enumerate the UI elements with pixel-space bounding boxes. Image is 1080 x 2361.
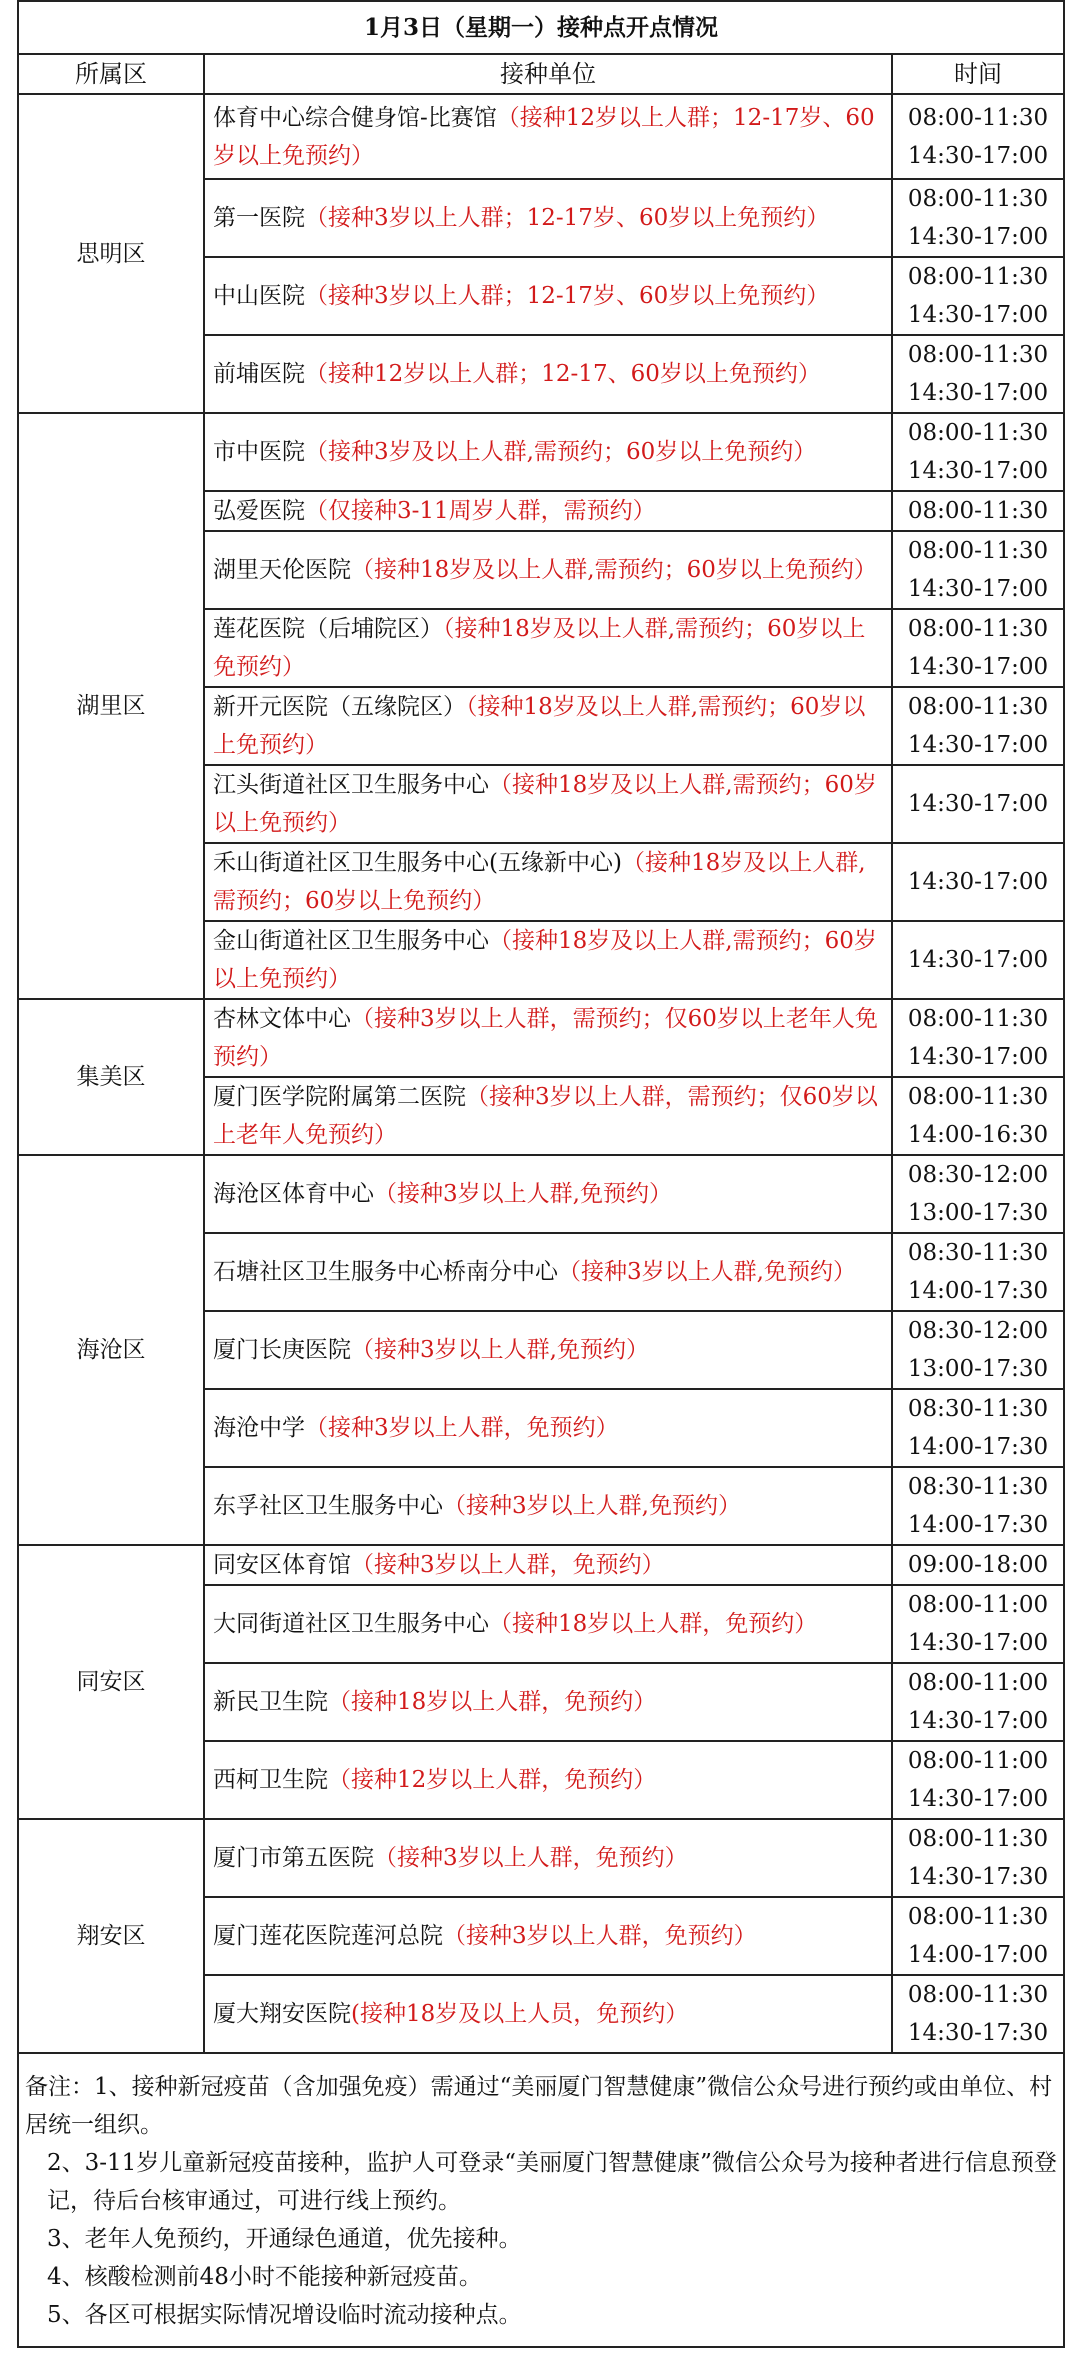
unit-note: （接种3岁以上人群，免预约）	[305, 1415, 619, 1441]
unit-name: 东孚社区卫生服务中心	[213, 1493, 443, 1519]
time-slot: 08:00-11:30	[907, 264, 1049, 290]
unit-cell	[204, 1663, 892, 1741]
time-slot: 14:30-17:00	[907, 380, 1049, 406]
time-slot: 14:30-17:00	[907, 1708, 1049, 1734]
unit-cell	[204, 1155, 892, 1233]
time-slot: 14:30-17:30	[907, 1864, 1049, 1890]
time-slot: 08:00-11:30	[907, 616, 1049, 642]
time-slot: 14:30-17:00	[907, 869, 1049, 895]
time-slot: 08:30-11:30	[907, 1474, 1049, 1500]
time-slot: 08:00-11:30	[907, 342, 1049, 368]
time-slot: 09:00-18:00	[907, 1552, 1049, 1578]
unit-cell	[204, 687, 892, 765]
time-slot: 08:00-11:30	[907, 538, 1049, 564]
unit-name: 大同街道社区卫生服务中心	[213, 1611, 489, 1637]
time-cell	[892, 1975, 1064, 2053]
unit-name: 新开元医院（五缘院区）	[213, 694, 466, 720]
note-5: 5、各区可根据实际情况增设临时流动接种点。	[47, 2302, 522, 2328]
unit-name: 新民卫生院	[213, 1689, 328, 1715]
time-cell	[892, 921, 1064, 999]
time-cell	[892, 687, 1064, 765]
time-cell	[892, 491, 1064, 531]
time-cell	[892, 1155, 1064, 1233]
time-slot: 08:00-11:30	[907, 1826, 1049, 1852]
header-district: 所属区	[18, 54, 204, 94]
notes-section	[18, 2053, 1064, 2347]
time-slot: 08:00-11:00	[907, 1748, 1049, 1774]
table-row	[18, 94, 1064, 179]
unit-name: 弘爱医院	[213, 498, 305, 524]
unit-name: 湖里天伦医院	[213, 557, 351, 583]
time-slot: 14:30-17:00	[907, 224, 1049, 250]
unit-cell	[204, 1389, 892, 1467]
time-slot: 08:00-11:30	[907, 104, 1049, 131]
unit-note: （接种3岁及以上人群,需预约；60岁以上免预约）	[305, 439, 817, 465]
district-cell: 海沧区	[18, 1155, 204, 1545]
time-slot: 14:30-17:00	[907, 947, 1049, 973]
unit-note: （接种18岁以上人群，免预约）	[489, 1611, 818, 1637]
note-4: 4、核酸检测前48小时不能接种新冠疫苗。	[47, 2264, 482, 2290]
unit-name: 江头街道社区卫生服务中心	[213, 772, 489, 798]
time-cell	[892, 1741, 1064, 1819]
unit-name: 厦门莲花医院莲河总院	[213, 1923, 443, 1949]
unit-cell	[204, 1975, 892, 2053]
time-slot: 14:30-17:00	[907, 1044, 1049, 1070]
time-slot: 08:00-11:30	[907, 1084, 1049, 1110]
unit-note: （接种18岁及以上人群,需预约；60岁以上免预约）	[213, 850, 866, 914]
district-cell: 思明区	[18, 94, 204, 413]
time-cell	[892, 531, 1064, 609]
time-cell	[892, 179, 1064, 257]
unit-name: 市中医院	[213, 439, 305, 465]
time-cell	[892, 1897, 1064, 1975]
unit-cell	[204, 1545, 892, 1585]
unit-cell	[204, 335, 892, 413]
time-cell	[892, 1389, 1064, 1467]
unit-cell	[204, 491, 892, 531]
time-cell	[892, 843, 1064, 921]
header-time: 时间	[892, 54, 1064, 94]
time-slot: 14:30-17:00	[907, 458, 1049, 484]
unit-note: （接种3岁以上人群,免预约）	[351, 1337, 649, 1363]
time-slot: 14:30-17:00	[907, 732, 1049, 758]
time-slot: 14:00-17:30	[907, 1512, 1049, 1538]
time-slot: 08:00-11:30	[907, 1904, 1049, 1930]
unit-note: （接种18岁及以上人群,需预约；60岁以上免预约）	[213, 694, 866, 758]
unit-name: 石塘社区卫生服务中心桥南分中心	[213, 1259, 558, 1285]
unit-cell	[204, 179, 892, 257]
time-slot: 14:30-17:00	[907, 1630, 1049, 1656]
district-cell: 湖里区	[18, 413, 204, 999]
time-cell	[892, 1545, 1064, 1585]
unit-cell	[204, 413, 892, 491]
time-cell	[892, 94, 1064, 179]
unit-cell	[204, 1077, 892, 1155]
unit-name: 莲花医院（后埔院区）	[213, 616, 443, 642]
unit-name: 海沧中学	[213, 1415, 305, 1441]
time-slot: 08:00-11:30	[907, 694, 1049, 720]
unit-note: （接种3岁以上人群，免预约）	[443, 1923, 757, 1949]
unit-cell	[204, 1311, 892, 1389]
unit-note: （接种18岁及以上人群,需预约；60岁以上免预约）	[213, 928, 877, 992]
time-slot: 13:00-17:30	[907, 1356, 1049, 1382]
unit-cell	[204, 1897, 892, 1975]
time-cell	[892, 1077, 1064, 1155]
time-cell	[892, 413, 1064, 491]
unit-name: 西柯卫生院	[213, 1767, 328, 1793]
unit-note: （接种18岁及以上人群,需预约；60岁以上免预约）	[213, 616, 866, 680]
time-cell	[892, 1311, 1064, 1389]
time-slot: 08:30-11:30	[907, 1240, 1049, 1266]
unit-cell	[204, 94, 892, 179]
unit-name: 第一医院	[213, 205, 305, 231]
table-row	[18, 999, 1064, 1077]
vaccination-schedule-table	[17, 0, 1065, 2348]
unit-name: 厦门长庚医院	[213, 1337, 351, 1363]
time-slot: 08:00-11:30	[907, 420, 1049, 446]
time-slot: 14:00-17:00	[907, 1942, 1049, 1968]
header-unit: 接种单位	[204, 54, 892, 94]
time-slot: 14:00-16:30	[907, 1122, 1049, 1148]
time-slot: 08:30-12:00	[907, 1318, 1049, 1344]
time-cell	[892, 609, 1064, 687]
time-slot: 08:00-11:30	[907, 1982, 1049, 2008]
unit-cell	[204, 609, 892, 687]
time-slot: 08:30-11:30	[907, 1396, 1049, 1422]
unit-note: （接种3岁以上人群，免预约）	[351, 1552, 665, 1578]
time-slot: 14:30-17:00	[907, 791, 1049, 817]
unit-cell	[204, 765, 892, 843]
unit-cell	[204, 257, 892, 335]
time-cell	[892, 1585, 1064, 1663]
unit-note: （接种3岁以上人群，免预约）	[374, 1845, 688, 1871]
note-3: 3、老年人免预约，开通绿色通道，优先接种。	[47, 2226, 522, 2252]
time-slot: 08:00-11:30	[907, 1006, 1049, 1032]
unit-name: 厦门市第五医院	[213, 1845, 374, 1871]
unit-note: （仅接种3-11周岁人群，需预约）	[305, 498, 656, 524]
unit-note: （接种3岁以上人群；12-17岁、60岁以上免预约）	[305, 283, 830, 309]
unit-name: 杏林文体中心	[213, 1006, 351, 1032]
unit-note: （接种12岁以上人群；12-17岁、60岁以上免预约）	[213, 104, 875, 169]
district-cell: 翔安区	[18, 1819, 204, 2053]
time-slot: 14:30-17:30	[907, 2020, 1049, 2046]
unit-name: 同安区体育馆	[213, 1552, 351, 1578]
unit-note: （接种12岁以上人群，免预约）	[328, 1767, 657, 1793]
unit-name: 体育中心综合健身馆-比赛馆	[213, 104, 497, 131]
unit-note: （接种3岁以上人群,免预约）	[374, 1181, 672, 1207]
time-cell	[892, 1467, 1064, 1545]
unit-name: 中山医院	[213, 283, 305, 309]
unit-name: 前埔医院	[213, 361, 305, 387]
time-slot: 14:30-17:00	[907, 654, 1049, 680]
time-slot: 08:00-11:00	[907, 1670, 1049, 1696]
time-slot: 14:30-17:00	[907, 1786, 1049, 1812]
unit-note: （接种12岁以上人群；12-17、60岁以上免预约）	[305, 361, 821, 387]
table-row	[18, 413, 1064, 491]
unit-cell	[204, 999, 892, 1077]
unit-cell	[204, 1819, 892, 1897]
unit-name: 禾山街道社区卫生服务中心(五缘新中心)	[213, 850, 622, 876]
time-slot: 08:00-11:30	[907, 498, 1049, 524]
unit-cell	[204, 1233, 892, 1311]
unit-note: （接种3岁以上人群，需预约；仅60岁以上老年人免预约）	[213, 1084, 878, 1148]
time-cell	[892, 765, 1064, 843]
time-slot: 14:00-17:30	[907, 1434, 1049, 1460]
schedule-document	[17, 0, 1063, 2348]
district-cell: 同安区	[18, 1545, 204, 1819]
unit-note: （接种18岁及以上人群,需预约；60岁以上免预约）	[213, 772, 877, 836]
time-slot: 08:00-11:00	[907, 1592, 1049, 1618]
time-slot: 08:30-12:00	[907, 1162, 1049, 1188]
table-title: 1月3日（星期一）接种点开点情况	[18, 1, 1064, 54]
time-slot: 14:30-17:00	[907, 142, 1049, 169]
unit-note: （接种3岁以上人群,免预约）	[558, 1259, 856, 1285]
note-2: 2、3-11岁儿童新冠疫苗接种，监护人可登录“美丽厦门智慧健康”微信公众号为接种者进行信息预登记，待后台核审通过，可进行线上预约。	[47, 2150, 1057, 2214]
unit-name: 厦大翔安医院	[213, 2001, 351, 2027]
time-slot: 14:00-17:30	[907, 1278, 1049, 1304]
unit-cell	[204, 1585, 892, 1663]
unit-cell	[204, 1467, 892, 1545]
unit-note: （接种18岁以上人群，免预约）	[328, 1689, 657, 1715]
table-row	[18, 1819, 1064, 1897]
unit-name: 海沧区体育中心	[213, 1181, 374, 1207]
unit-name: 金山街道社区卫生服务中心	[213, 928, 489, 954]
time-cell	[892, 999, 1064, 1077]
time-slot: 08:00-11:30	[907, 186, 1049, 212]
table-row	[18, 1545, 1064, 1585]
unit-cell	[204, 843, 892, 921]
time-slot: 13:00-17:30	[907, 1200, 1049, 1226]
time-cell	[892, 1233, 1064, 1311]
unit-cell	[204, 921, 892, 999]
unit-note: （接种3岁以上人群，需预约；仅60岁以上老年人免预约）	[213, 1006, 878, 1070]
time-cell	[892, 257, 1064, 335]
note-1: 备注：1、接种新冠疫苗（含加强免疫）需通过“美丽厦门智慧健康”微信公众号进行预约或由单位、村居统一组织。	[25, 2074, 1053, 2138]
unit-name: 厦门医学院附属第二医院	[213, 1084, 466, 1110]
time-cell	[892, 335, 1064, 413]
unit-cell	[204, 1741, 892, 1819]
time-slot: 14:30-17:00	[907, 302, 1049, 328]
district-cell: 集美区	[18, 999, 204, 1155]
unit-note: （接种18岁及以上人群,需预约；60岁以上免预约）	[351, 557, 877, 583]
unit-note: （接种3岁以上人群,免预约）	[443, 1493, 741, 1519]
time-cell	[892, 1663, 1064, 1741]
unit-cell	[204, 531, 892, 609]
table-row	[18, 1155, 1064, 1233]
unit-note: (接种18岁及以上人员，免预约）	[351, 2001, 689, 2027]
time-slot: 14:30-17:00	[907, 576, 1049, 602]
unit-note: （接种3岁以上人群；12-17岁、60岁以上免预约）	[305, 205, 830, 231]
time-cell	[892, 1819, 1064, 1897]
